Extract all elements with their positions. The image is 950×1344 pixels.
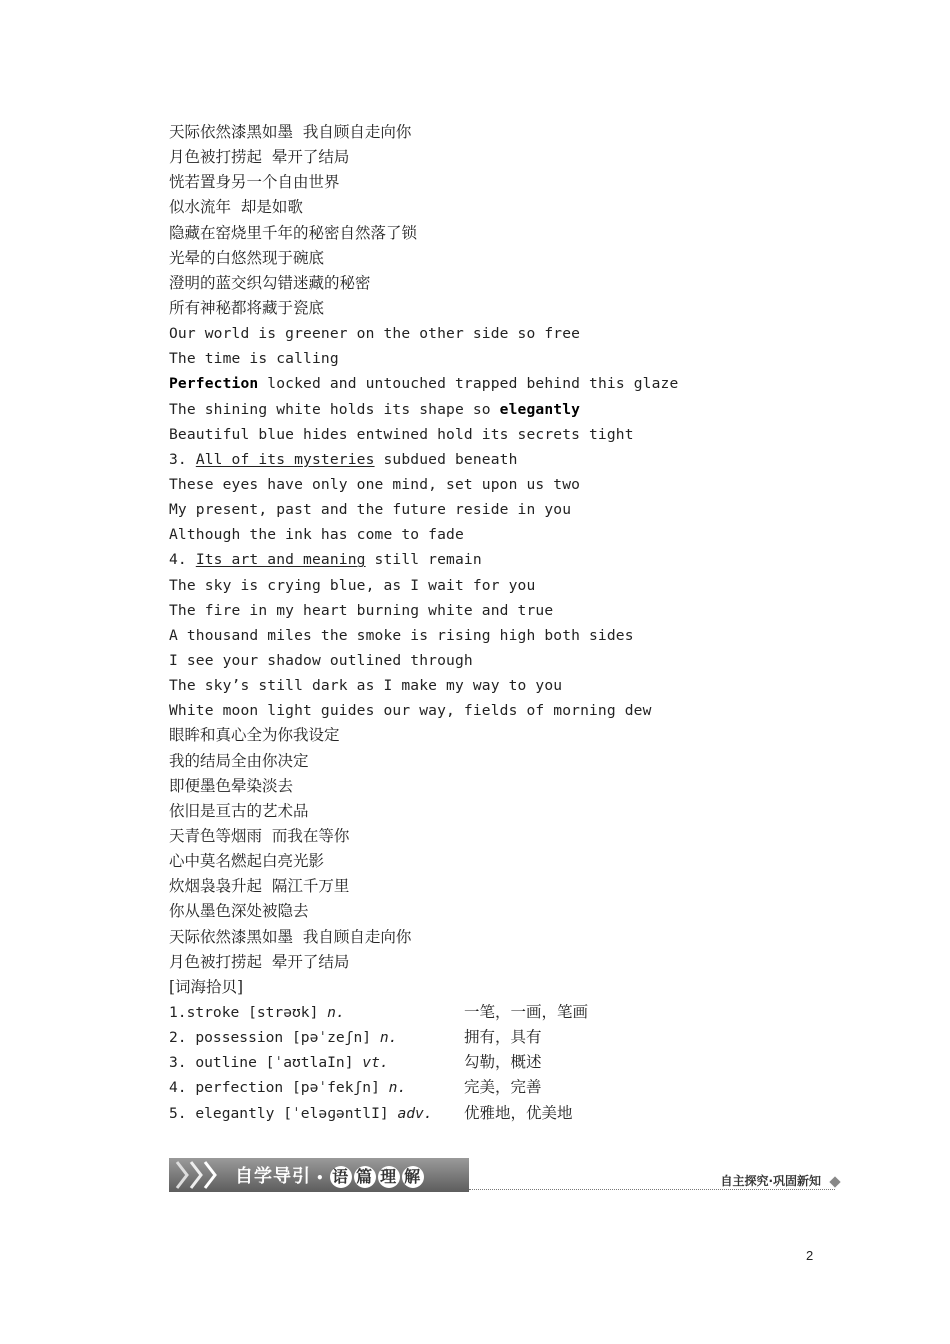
lyric-line <box>169 371 869 396</box>
underlined-phrase: All of its mysteries <box>195 450 375 468</box>
vocab-item <box>169 1000 769 1025</box>
vocab-item <box>169 1050 769 1075</box>
bold-word-perfection: Perfection <box>169 375 259 393</box>
vocab-meaning: 优雅地，优美地 <box>464 1103 573 1122</box>
vocab-word: 1.stroke [strəʊk] <box>169 1004 328 1021</box>
vocab-word: 4. perfection [pəˈfekʃn] <box>169 1079 389 1097</box>
lyric-line: 依旧是亘古的艺术品 <box>169 801 309 820</box>
lyric-line: These eyes have only one mind, set upon us two <box>169 475 581 493</box>
vocab-pos: n. <box>379 1029 398 1047</box>
page-number: 2 <box>806 1248 814 1263</box>
diamond-icon <box>829 1176 840 1187</box>
banner-subtitle: 自主探究·巩固新知 <box>720 1174 821 1188</box>
lyric-line: My present, past and the future reside in you <box>169 501 572 519</box>
vocab-pos: vt. <box>362 1054 389 1072</box>
lyric-line: The time is calling <box>169 350 339 368</box>
lyric-line: 澄明的蓝交织勾错迷藏的秘密 <box>169 273 371 292</box>
lyrics-block <box>169 120 869 1000</box>
vocab-pos: n. <box>327 1004 345 1021</box>
lyric-line <box>169 547 869 572</box>
divider <box>469 1189 835 1190</box>
lyric-line: White moon light guides our way, fields of morning dew <box>169 702 652 720</box>
lyric-text: subdued beneath <box>374 450 518 468</box>
lyric-line: The sky’s still dark as I make my way to you <box>169 677 563 695</box>
vocab-item <box>169 1075 769 1100</box>
vocab-pos: n. <box>388 1079 407 1097</box>
lyric-line: A thousand miles the smoke is rising high both sides <box>169 626 634 644</box>
section-banner <box>169 1158 841 1194</box>
lyric-text: The shining white holds its shape so <box>169 400 500 418</box>
underlined-phrase: Its art and meaning <box>195 551 366 569</box>
section-heading-vocabulary: [词海拾贝] <box>169 977 244 996</box>
lyric-line: 光晕的白悠然现于碗底 <box>169 248 325 267</box>
vocab-word: 3. outline [ˈaʊtlaIn] <box>169 1054 363 1072</box>
lyric-line: 月色被打捞起 晕开了结局 <box>169 148 350 167</box>
lyric-line <box>169 397 869 422</box>
chevron-right-icon <box>189 1160 203 1190</box>
lyric-line: 天际依然漆黑如墨 我自顾自走向你 <box>169 123 412 141</box>
vocab-meaning: 勾勒，概述 <box>464 1053 542 1072</box>
lyric-line: 恍若置身另一个自由世界 <box>169 173 340 192</box>
chevron-right-icon <box>203 1160 217 1190</box>
banner-title <box>235 1162 426 1188</box>
vocabulary-list <box>169 1000 769 1126</box>
lyric-line: 炊烟袅袅升起 隔江千万里 <box>169 877 350 896</box>
vocab-meaning: 完美，完善 <box>464 1078 542 1097</box>
lyric-line: 月色被打捞起 晕开了结局 <box>169 952 350 971</box>
vocab-word: 2. possession [pəˈzeʃn] <box>169 1029 380 1047</box>
lyric-line: 眼眸和真心全为你我设定 <box>169 726 340 745</box>
lyric-line: 天际依然漆黑如墨 我自顾自走向你 <box>169 927 412 946</box>
banner-char: 语 <box>330 1166 352 1188</box>
vocab-meaning: 一笔，一画，笔画 <box>464 1003 589 1021</box>
bullet-dot-icon: • <box>316 1171 325 1185</box>
vocab-item <box>169 1101 769 1126</box>
lyric-line: The sky is crying blue, as I wait for you <box>169 576 536 594</box>
banner-char: 解 <box>402 1166 424 1188</box>
lyric-line: Although the ink has come to fade <box>169 526 464 544</box>
lyric-line: I see your shadow outlined through <box>169 651 473 669</box>
bold-word-elegantly: elegantly <box>499 400 581 418</box>
lyric-line: 隐藏在窑烧里千年的秘密自然落了锁 <box>169 223 418 242</box>
lyric-text: locked and untouched trapped behind this glaze <box>258 375 679 393</box>
vocab-word: 5. elegantly [ˈeləɡəntlI] <box>169 1104 398 1122</box>
banner-char: 篇 <box>354 1166 376 1188</box>
lyric-line: Beautiful blue hides entwined hold its secrets tight <box>169 425 634 443</box>
lyric-line: 我的结局全由你决定 <box>169 751 309 770</box>
lyric-line <box>169 447 869 472</box>
lyric-line: 即便墨色晕染淡去 <box>169 776 294 795</box>
vocab-meaning: 拥有，具有 <box>464 1028 542 1047</box>
lyric-line: 天青色等烟雨 而我在等你 <box>169 826 350 845</box>
lyric-line: 你从墨色深处被隐去 <box>169 902 309 921</box>
lyric-line: 所有神秘都将藏于瓷底 <box>169 298 325 317</box>
vocab-pos: adv. <box>397 1104 433 1122</box>
banner-char: 理 <box>378 1166 400 1188</box>
lyric-line: 似水流年 却是如歌 <box>169 198 303 217</box>
lyric-line: 心中莫名燃起白亮光影 <box>169 852 325 871</box>
lyric-line: The fire in my heart burning white and true <box>169 601 554 619</box>
banner-title-main: 自学导引 <box>235 1166 311 1187</box>
item-number: 4. <box>169 551 196 569</box>
item-number: 3. <box>169 450 196 468</box>
vocab-item <box>169 1025 769 1050</box>
chevron-right-icon <box>175 1160 189 1190</box>
lyric-line: Our world is greener on the other side so free <box>169 325 581 343</box>
lyric-text: still remain <box>365 551 482 569</box>
